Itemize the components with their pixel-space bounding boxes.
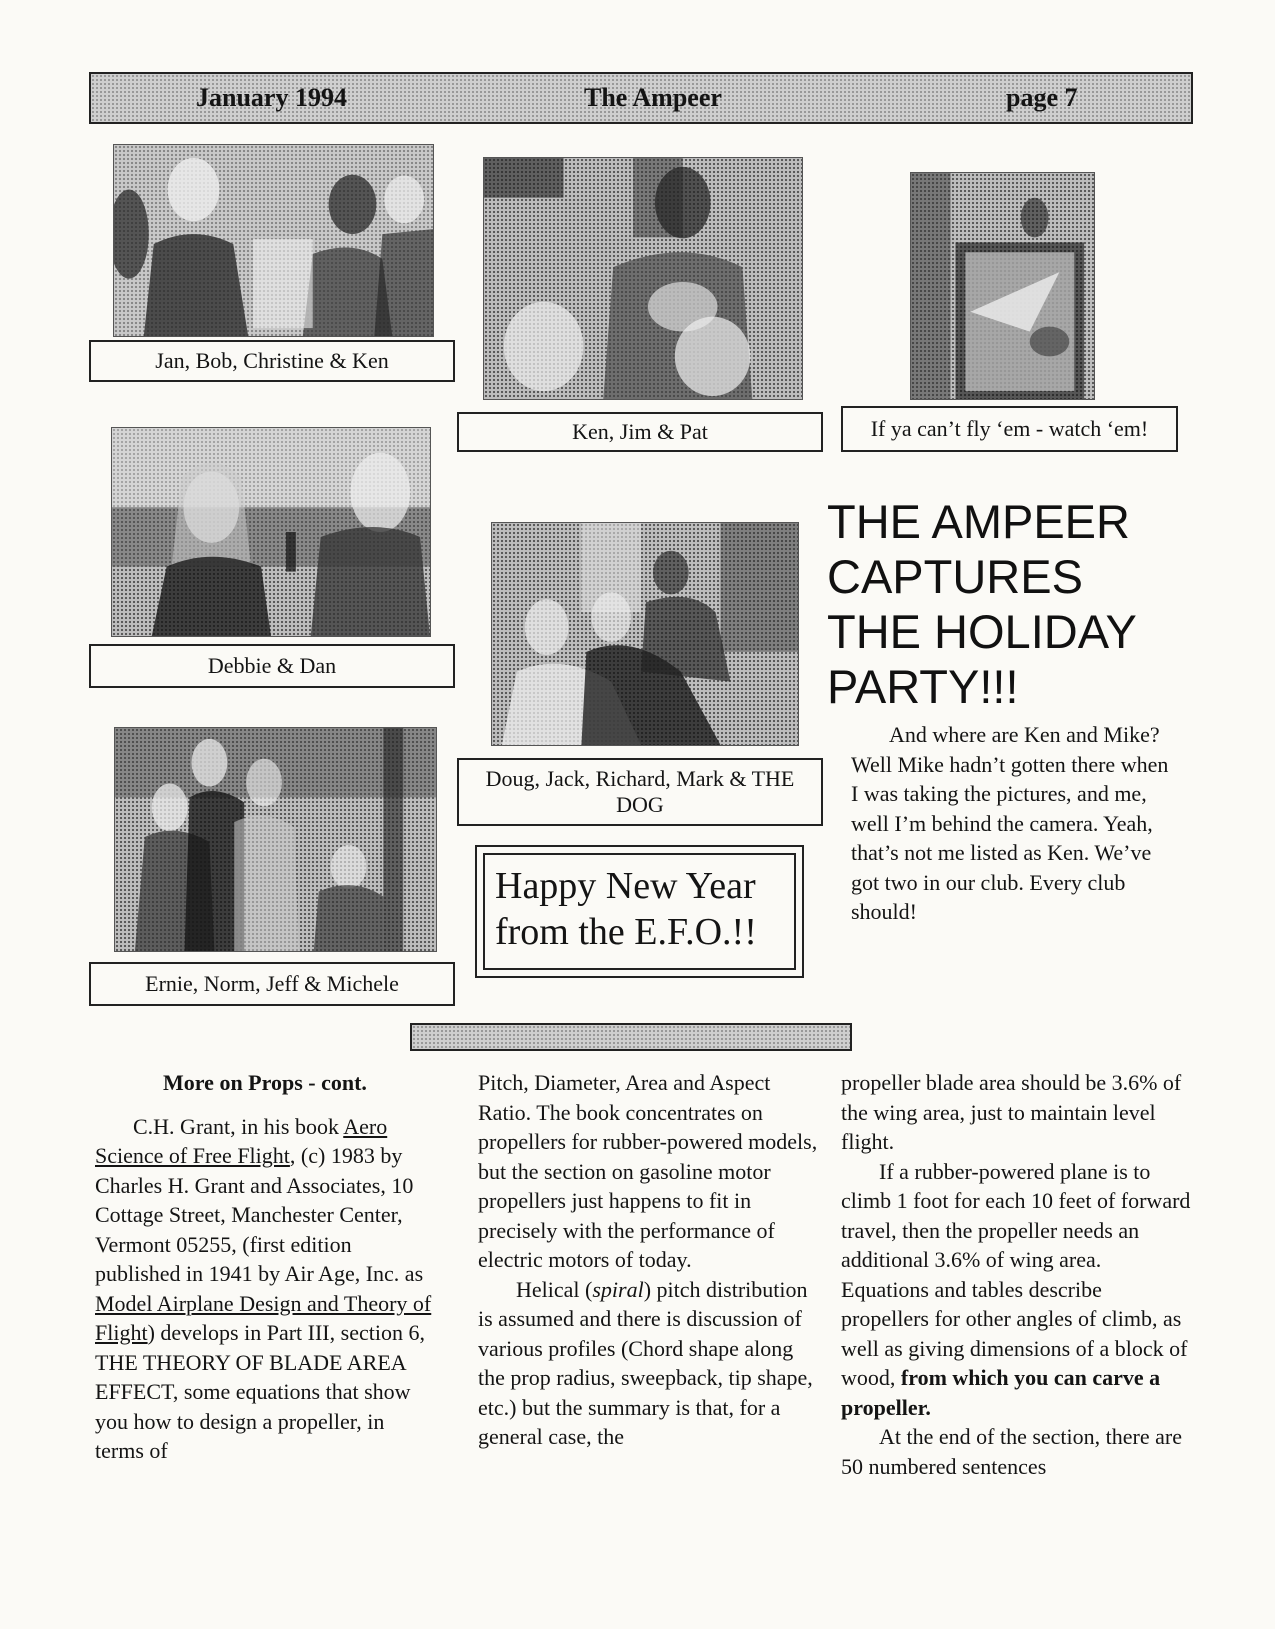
page-number: page 7 (1006, 83, 1078, 112)
photo-image (484, 158, 802, 399)
caption-photo-1: Jan, Bob, Christine & Ken (89, 340, 455, 382)
text-run: ) pitch distribution is assumed and there is discussion of various profiles (Chord shape along the prop radius, sweepback, tip shape, etc.) but the summary is that, for a general case, the (478, 1276, 813, 1449)
column-2-paragraph-2 (478, 1275, 818, 1452)
greeting-inner (483, 853, 796, 970)
bold-carve-propeller: from which you can carve a propeller. (841, 1365, 1161, 1420)
column-1-paragraph (95, 1112, 435, 1466)
photo-image (911, 173, 1094, 399)
issue-date: January 1994 (196, 83, 347, 112)
caption-photo-6: Ernie, Norm, Jeff & Michele (89, 962, 455, 1006)
greeting-box (475, 845, 804, 978)
greeting-line-1: Happy New Year (495, 865, 756, 907)
column-3-paragraph-1: propeller blade area should be 3.6% of the wing area, just to maintain level flight. (841, 1070, 1182, 1154)
column-3-paragraph-3: At the end of the section, there are 50 numbered sentences (841, 1424, 1182, 1479)
photo-doug-jack-richard-mark-dog (491, 522, 799, 746)
newsletter-title: The Ampeer (584, 83, 722, 112)
caption-photo-3: If ya can’t fly ‘em - watch ‘em! (841, 406, 1178, 452)
text-run: C.H. Grant, in his book (133, 1113, 344, 1139)
photo-image (492, 523, 798, 745)
photo-flight-display-case (910, 172, 1095, 400)
photo-image (114, 145, 433, 336)
article-column-1 (95, 1068, 435, 1466)
headline-line-3: THE HOLIDAY (827, 605, 1137, 658)
text-run: , (c) 1983 by Charles H. Grant and Associates, 10 Cottage Street, Manchester Center, Vermont 05255, (first edition published in 1941 by Air Age, Inc. as (95, 1143, 424, 1286)
headline-line-1: THE AMPEER (827, 495, 1130, 548)
article-column-3 (841, 1068, 1191, 1481)
article-headline (827, 494, 1247, 714)
caption-photo-2: Ken, Jim & Pat (457, 412, 823, 452)
book-title-model-airplane: Model Airplane Design and Theory of Flight (95, 1290, 432, 1345)
column-2-paragraph-1: Pitch, Diameter, Area and Aspect Ratio. The book concentrates on propellers for rubber-powered models, but the section on gasoline motor propellers just happens to fit in precisely with the performance of electric motors of today. (478, 1070, 818, 1272)
text-run: If a rubber-powered plane is to climb 1 foot for each 10 feet of forward travel, then the propeller needs an additional 3.6% of wing area. Equations and tables describe propellers for other angles of climb, as well as giving dimensions of a block of wood, (841, 1158, 1191, 1390)
story-paragraph: And where are Ken and Mike? Well Mike hadn’t gotten there when I was taking the pictures, and me, well I’m behind the camera. Yeah, that’s not me listed as Ken. We’ve got two in our club. Every club should! (851, 722, 1169, 924)
greeting-line-2: from the E.F.O.!! (495, 911, 757, 953)
text-run: Helical ( (516, 1276, 593, 1302)
holiday-story (851, 720, 1171, 927)
page-header (89, 72, 1193, 124)
photo-debbie-dan (111, 427, 431, 637)
book-title-aero-science: Aero Science of Free Flight (95, 1113, 388, 1168)
photo-ken-jim-pat (483, 157, 803, 400)
photo-image (115, 728, 436, 951)
photo-image (112, 428, 430, 636)
emphasis-spiral: spiral (592, 1276, 644, 1302)
section-divider (410, 1023, 852, 1051)
photo-jan-bob-christine-ken (113, 144, 434, 337)
headline-line-2: CAPTURES (827, 550, 1083, 603)
article-title: More on Props - cont. (163, 1070, 367, 1095)
photo-ernie-norm-jeff-michele (114, 727, 437, 952)
column-3-paragraph-2 (841, 1157, 1191, 1423)
caption-photo-4: Debbie & Dan (89, 644, 455, 688)
text-run: ) develops in Part III, section 6, THE THEORY OF BLADE AREA EFFECT, some equations that show you how to design a propeller, in terms of (95, 1320, 425, 1463)
article-column-2 (478, 1068, 818, 1452)
caption-photo-5: Doug, Jack, Richard, Mark & THE DOG (457, 758, 823, 826)
headline-line-4: PARTY!!! (827, 660, 1019, 713)
